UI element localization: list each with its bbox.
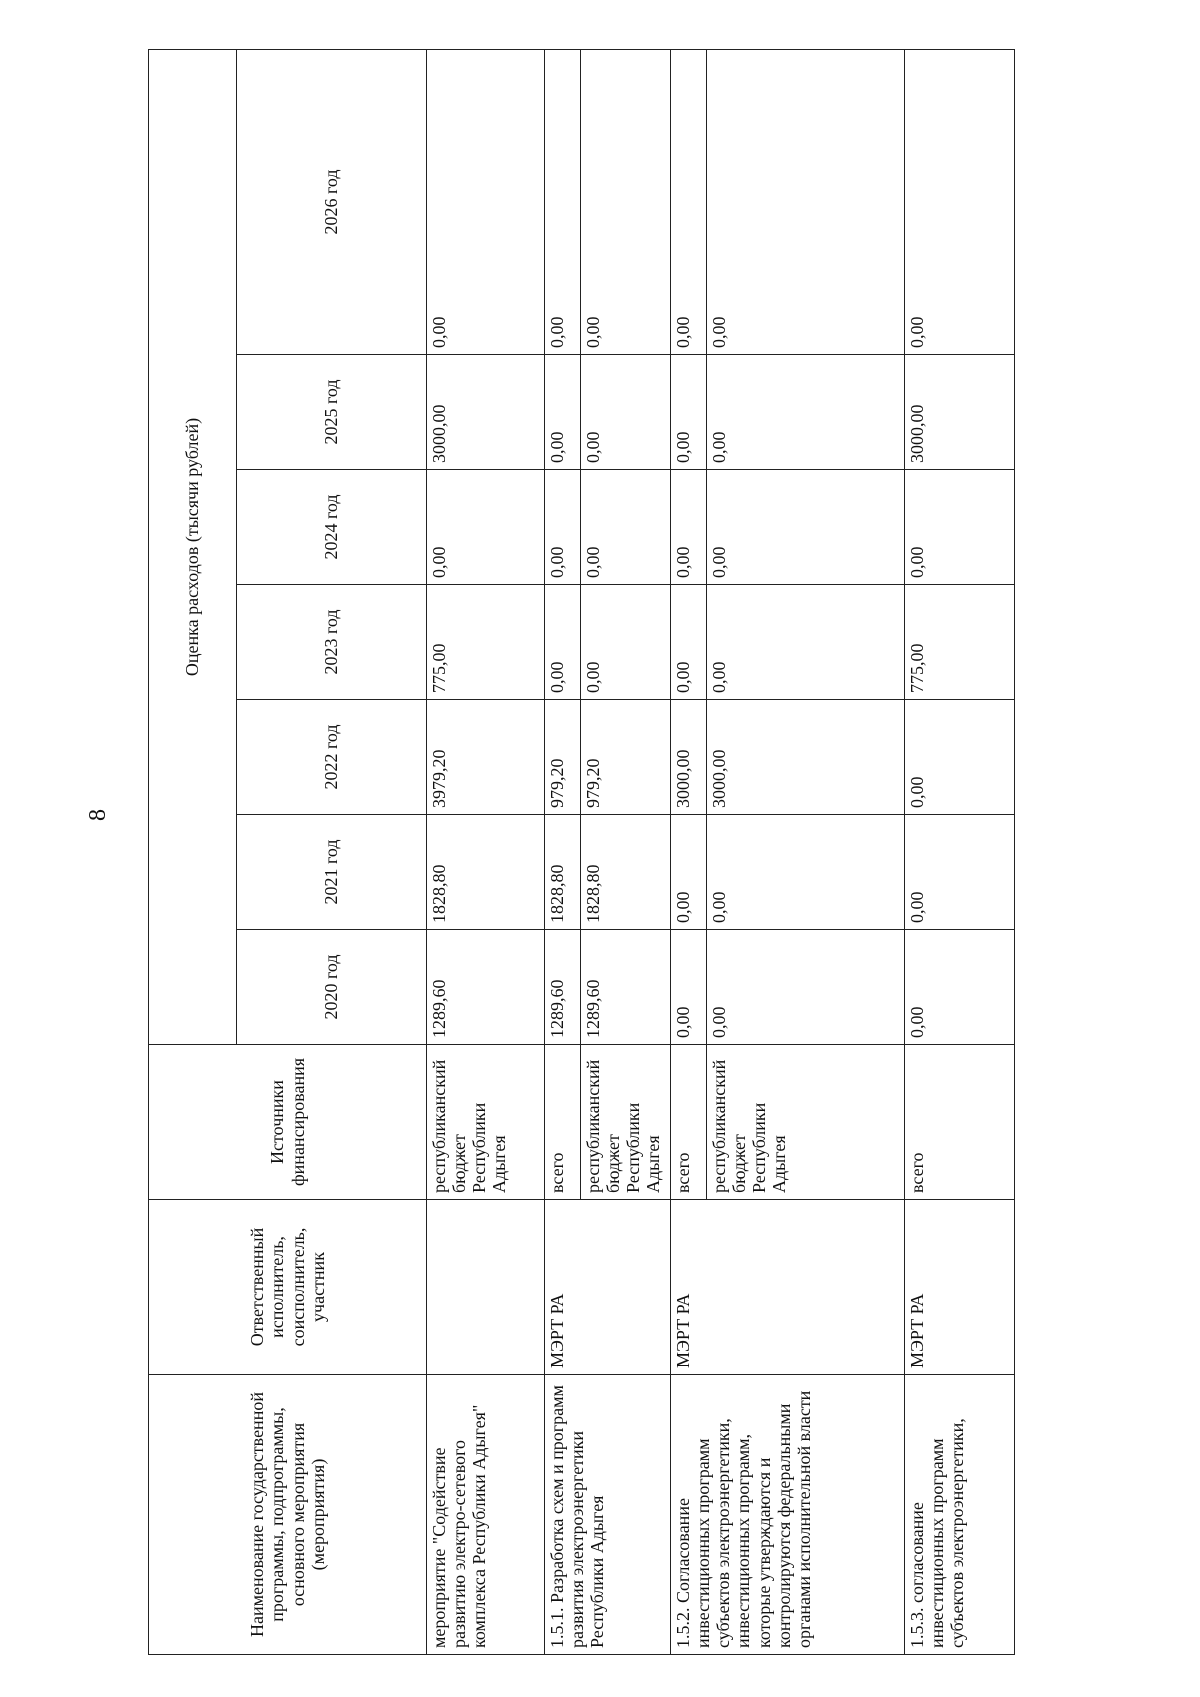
page-number: 8 bbox=[84, 809, 111, 821]
value-2020: 0,00 bbox=[707, 930, 905, 1045]
value-2023: 0,00 bbox=[581, 585, 671, 700]
table-row bbox=[905, 49, 1015, 1654]
value-2021: 1828,80 bbox=[581, 815, 671, 930]
value-2024: 0,00 bbox=[581, 470, 671, 585]
row-executor: МЭРТ РА bbox=[905, 1200, 1015, 1375]
row-source: республиканский бюджет Республики Адыгея bbox=[427, 1045, 545, 1200]
value-2021: 1828,80 bbox=[427, 815, 545, 930]
header-executor: Ответственный исполнитель, соисполнитель, участник bbox=[149, 1200, 427, 1375]
value-2025: 0,00 bbox=[545, 355, 581, 470]
header-year-2026: 2026 год bbox=[237, 49, 427, 354]
value-2025: 0,00 bbox=[581, 355, 671, 470]
value-2022: 3979,20 bbox=[427, 700, 545, 815]
value-2022: 979,20 bbox=[545, 700, 581, 815]
value-2024: 0,00 bbox=[671, 470, 707, 585]
header-year-2021: 2021 год bbox=[237, 815, 427, 930]
value-2026: 0,00 bbox=[707, 49, 905, 354]
row-source: всего bbox=[671, 1045, 707, 1200]
value-2022: 3000,00 bbox=[671, 700, 707, 815]
value-2026: 0,00 bbox=[545, 49, 581, 354]
value-2023: 0,00 bbox=[707, 585, 905, 700]
header-year-2023: 2023 год bbox=[237, 585, 427, 700]
header-year-2024: 2024 год bbox=[237, 470, 427, 585]
value-2025: 0,00 bbox=[707, 355, 905, 470]
row-source: республиканский бюджет Республики Адыгея bbox=[581, 1045, 671, 1200]
value-2021: 0,00 bbox=[905, 815, 1015, 930]
value-2020: 1289,60 bbox=[545, 930, 581, 1045]
value-2025: 3000,00 bbox=[427, 355, 545, 470]
value-2020: 0,00 bbox=[671, 930, 707, 1045]
row-source: республиканский бюджет Республики Адыгея bbox=[707, 1045, 905, 1200]
table-row bbox=[427, 49, 545, 1654]
header-estimate: Оценка расходов (тысячи рублей) bbox=[149, 49, 237, 1044]
value-2025: 3000,00 bbox=[905, 355, 1015, 470]
row-executor: МЭРТ РА bbox=[545, 1200, 671, 1375]
value-2022: 3000,00 bbox=[707, 700, 905, 815]
table-row bbox=[671, 49, 707, 1654]
header-year-2025: 2025 год bbox=[237, 355, 427, 470]
value-2022: 0,00 bbox=[905, 700, 1015, 815]
value-2026: 0,00 bbox=[427, 49, 545, 354]
row-name: 1.5.3. согласование инвестиционных программ субъектов электроэнергетики, bbox=[905, 1375, 1015, 1655]
header-name: Наименование государственной программы, подпрограммы, основного мероприятия (мероприятия) bbox=[149, 1375, 427, 1655]
budget-table bbox=[148, 49, 1015, 1655]
header-year-2020: 2020 год bbox=[237, 930, 427, 1045]
value-2024: 0,00 bbox=[707, 470, 905, 585]
row-source: всего bbox=[905, 1045, 1015, 1200]
header-year-2022: 2022 год bbox=[237, 700, 427, 815]
value-2021: 0,00 bbox=[671, 815, 707, 930]
value-2026: 0,00 bbox=[581, 49, 671, 354]
value-2023: 0,00 bbox=[671, 585, 707, 700]
header-source: Источники финансирования bbox=[149, 1045, 427, 1200]
value-2023: 775,00 bbox=[427, 585, 545, 700]
value-2023: 0,00 bbox=[545, 585, 581, 700]
rotated-table-wrapper bbox=[148, 50, 968, 1655]
value-2026: 0,00 bbox=[671, 49, 707, 354]
value-2023: 775,00 bbox=[905, 585, 1015, 700]
value-2024: 0,00 bbox=[545, 470, 581, 585]
table-row bbox=[545, 49, 581, 1654]
value-2021: 0,00 bbox=[707, 815, 905, 930]
value-2021: 1828,80 bbox=[545, 815, 581, 930]
row-executor: МЭРТ РА bbox=[671, 1200, 905, 1375]
value-2020: 1289,60 bbox=[427, 930, 545, 1045]
value-2024: 0,00 bbox=[905, 470, 1015, 585]
row-name: 1.5.2. Согласование инвестиционных программ субъектов электроэнергетики, инвестиционных программ, которые утверждаются и контролируются федеральными органами исполнительной власти bbox=[671, 1375, 905, 1655]
value-2026: 0,00 bbox=[905, 49, 1015, 354]
value-2020: 1289,60 bbox=[581, 930, 671, 1045]
row-executor bbox=[427, 1200, 545, 1375]
row-source: всего bbox=[545, 1045, 581, 1200]
value-2022: 979,20 bbox=[581, 700, 671, 815]
value-2024: 0,00 bbox=[427, 470, 545, 585]
value-2020: 0,00 bbox=[905, 930, 1015, 1045]
row-name: 1.5.1. Разработка схем и программ развития электроэнергетики Республики Адыгея bbox=[545, 1375, 671, 1655]
row-name: мероприятие "Содействие развитию электро-сетевого комплекса Республики Адыгея" bbox=[427, 1375, 545, 1655]
value-2025: 0,00 bbox=[671, 355, 707, 470]
